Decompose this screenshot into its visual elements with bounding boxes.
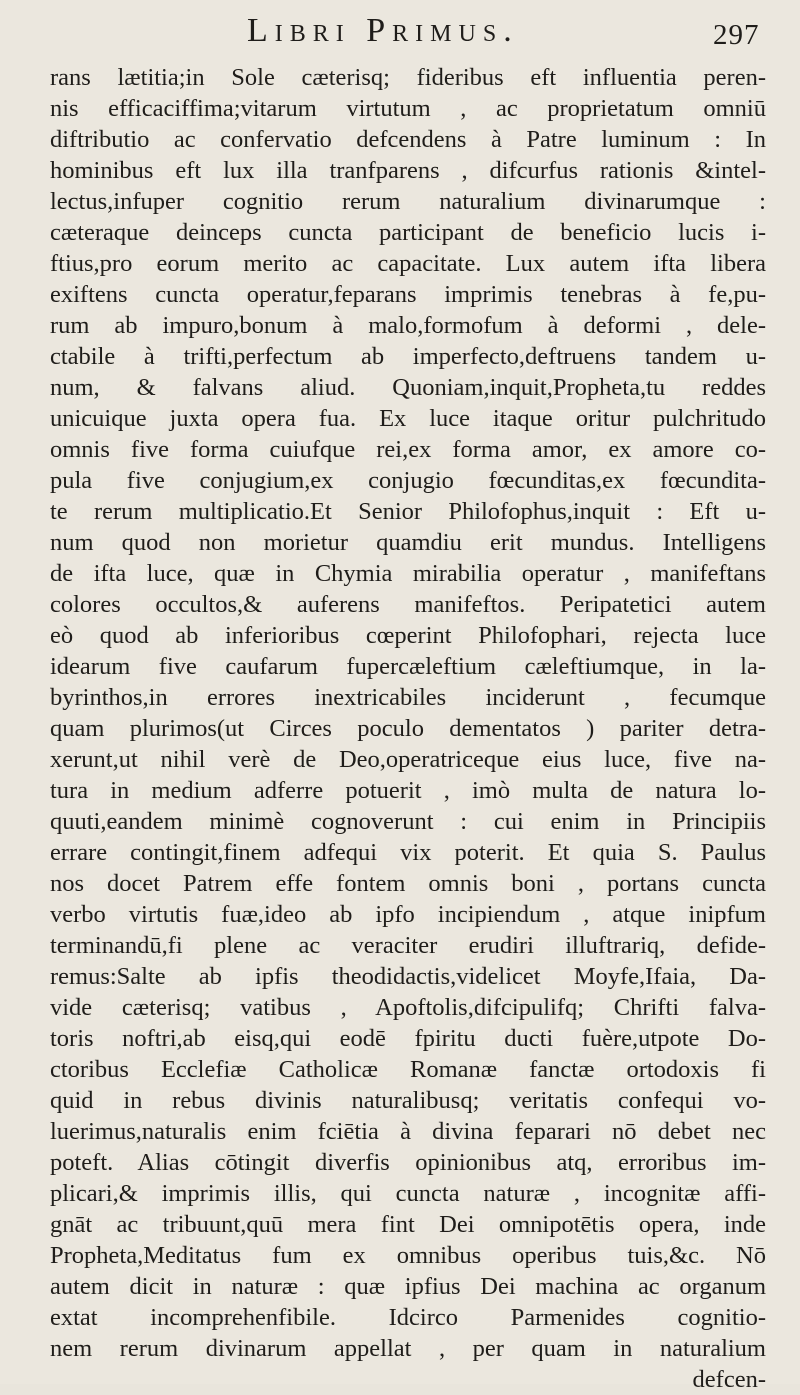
text-line: Propheta,Meditatus fum ex omnibus operibus tuis,&c. Nō: [50, 1242, 766, 1269]
text-line: toris noftri,ab eisq,qui eodē fpiritu ducti fuère,utpote Do-: [50, 1025, 766, 1052]
text-line: nem rerum divinarum appellat , per quam in naturalium: [50, 1335, 766, 1362]
text-line: poteft. Alias cōtingit diverfis opinionibus atq, erroribus im-: [50, 1149, 766, 1176]
text-line: quuti,eandem minimè cognoverunt : cui enim in Principiis: [50, 808, 766, 835]
text-line: ctabile à trifti,perfectum ab imperfecto,deftruens tandem u-: [50, 343, 766, 370]
text-line: eò quod ab inferioribus cœperint Philofophari, rejecta luce: [50, 622, 766, 649]
page-number: 297: [713, 19, 760, 51]
text-line: pula five conjugium,ex conjugio fœcunditas,ex fœcundita-: [50, 467, 766, 494]
text-line: hominibus eft lux illa tranfparens , difcurfus rationis &intel-: [50, 157, 766, 184]
text-line: te rerum multiplicatio.Et Senior Philofophus,inquit : Eft u-: [50, 498, 766, 525]
text-line: nos docet Patrem effe fontem omnis boni , portans cuncta: [50, 870, 766, 897]
text-line: plicari,& imprimis illis, qui cuncta naturæ , incognitæ affi-: [50, 1180, 766, 1207]
text-line: colores occultos,& auferens manifeftos. Peripatetici autem: [50, 591, 766, 618]
running-title: Libri Primus.: [247, 12, 519, 49]
text-line: diftributio ac confervatio defcendens à Patre luminum : In: [50, 126, 766, 153]
text-line: errare contingit,finem adfequi vix poterit. Et quia S. Paulus: [50, 839, 766, 866]
text-line: num quod non morietur quamdiu erit mundus. Intelligens: [50, 529, 766, 556]
text-line: unicuique juxta opera fua. Ex luce itaque oritur pulchritudo: [50, 405, 766, 432]
text-line: vide cæterisq; vatibus , Apoftolis,difcipulifq; Chrifti falva-: [50, 994, 766, 1021]
text-line: rans lætitia;in Sole cæterisq; fideribus eft influentia peren-: [50, 64, 766, 91]
text-line: autem dicit in naturæ : quæ ipfius Dei machina ac organum: [50, 1273, 766, 1300]
text-line: quam plurimos(ut Circes poculo dementatos ) pariter detra-: [50, 715, 766, 742]
text-line: nis efficaciffima;vitarum virtutum , ac proprietatum omniū: [50, 95, 766, 122]
text-line: remus:Salte ab ipfis theodidactis,videlicet Moyfe,Ifaia, Da-: [50, 963, 766, 990]
page-header: [0, 12, 800, 62]
text-line: xerunt,ut nihil verè de Deo,operatriceque eius luce, five na-: [50, 746, 766, 773]
catchword: defcen-: [692, 1366, 766, 1393]
body-text: [50, 62, 766, 1395]
text-line: gnāt ac tribuunt,quū mera fint Dei omnipotētis opera, inde: [50, 1211, 766, 1238]
text-line: ftius,pro eorum merito ac capacitate. Lux autem ifta libera: [50, 250, 766, 277]
text-line: verbo virtutis fuæ,ideo ab ipfo incipiendum , atque inipfum: [50, 901, 766, 928]
text-line: de ifta luce, quæ in Chymia mirabilia operatur , manifeftans: [50, 560, 766, 587]
text-line: idearum five caufarum fupercæleftium cæleftiumque, in la-: [50, 653, 766, 680]
text-line: quid in rebus divinis naturalibusq; veritatis confequi vo-: [50, 1087, 766, 1114]
text-line: byrinthos,in errores inextricabiles inciderunt , fecumque: [50, 684, 766, 711]
text-line: omnis five forma cuiufque rei,ex forma amor, ex amore co-: [50, 436, 766, 463]
text-line: exiftens cuncta operatur,feparans imprimis tenebras à fe,pu-: [50, 281, 766, 308]
text-line: num, & falvans aliud. Quoniam,inquit,Propheta,tu reddes: [50, 374, 766, 401]
text-line: lectus,infuper cognitio rerum naturalium divinarumque :: [50, 188, 766, 215]
text-line: terminandū,fi plene ac veraciter erudiri illuftrariq, defide-: [50, 932, 766, 959]
text-line: cæteraque deinceps cuncta participant de beneficio lucis i-: [50, 219, 766, 246]
text-line: tura in medium adferre potuerit , imò multa de natura lo-: [50, 777, 766, 804]
text-line: luerimus,naturalis enim fciētia à divina feparari nō debet nec: [50, 1118, 766, 1145]
text-line: ctoribus Ecclefiæ Catholicæ Romanæ fanctæ ortodoxis fi: [50, 1056, 766, 1083]
text-line: rum ab impuro,bonum à malo,formofum à deformi , dele-: [50, 312, 766, 339]
text-line: extat incomprehenfibile. Idcirco Parmenides cognitio-: [50, 1304, 766, 1331]
